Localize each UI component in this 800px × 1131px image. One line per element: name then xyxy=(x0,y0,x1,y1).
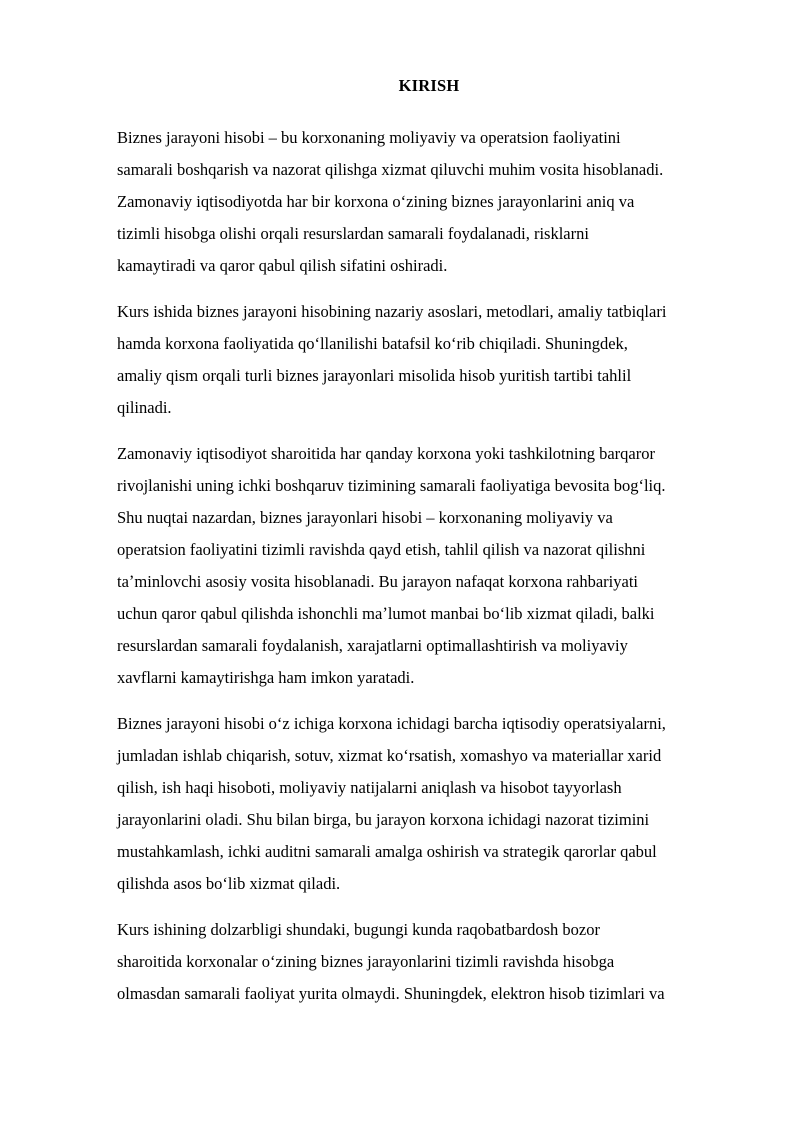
paragraph-2 xyxy=(117,296,747,424)
text-line: Kurs ishida biznes jarayoni hisobining nazariy asoslari, metodlari, amaliy tatbiqlari xyxy=(117,302,667,321)
text-line: hamda korxona faoliyatida qoʻllanilishi batafsil koʻrib chiqiladi. Shuningdek, xyxy=(117,334,628,353)
text-line: resurslardan samarali foydalanish, xarajatlarni optimallashtirish va moliyaviy xyxy=(117,636,628,655)
paragraph-5 xyxy=(117,914,747,1010)
text-line: olmasdan samarali faoliyat yurita olmaydi. Shuningdek, elektron hisob tizimlari va xyxy=(117,984,665,1003)
text-line: jarayonlarini oladi. Shu bilan birga, bu jarayon korxona ichidagi nazorat tizimini xyxy=(117,810,650,829)
text-line: uchun qaror qabul qilishda ishonchli maʼlumot manbai boʻlib xizmat qiladi, balki xyxy=(117,604,655,623)
text-line: jumladan ishlab chiqarish, sotuv, xizmat koʻrsatish, xomashyo va materiallar xarid xyxy=(117,746,662,765)
text-line: qilishda asos boʻlib xizmat qiladi. xyxy=(117,874,341,893)
paragraph-1 xyxy=(117,122,747,282)
page-title: KIRISH xyxy=(398,76,460,95)
text-line: Zamonaviy iqtisodiyot sharoitida har qanday korxona yoki tashkilotning barqaror xyxy=(117,444,655,463)
text-line: amaliy qism orqali turli biznes jarayonlari misolida hisob yuritish tartibi tahlil xyxy=(117,366,632,385)
text-line: operatsion faoliyatini tizimli ravishda qayd etish, tahlil qilish va nazorat qilishni xyxy=(117,540,646,559)
text-line: mustahkamlash, ichki auditni samarali amalga oshirish va strategik qarorlar qabul xyxy=(117,842,657,861)
text-line: qilinadi. xyxy=(117,398,172,417)
paragraph-3 xyxy=(117,438,747,694)
text-line: Biznes jarayoni hisobi – bu korxonaning moliyaviy va operatsion faoliyatini xyxy=(117,128,621,147)
text-line: Biznes jarayoni hisobi oʻz ichiga korxona ichidagi barcha iqtisodiy operatsiyalarni, xyxy=(117,714,666,733)
text-line: Kurs ishining dolzarbligi shundaki, bugungi kunda raqobatbardosh bozor xyxy=(117,920,601,939)
text-line: xavflarni kamaytirishga ham imkon yaratadi. xyxy=(117,668,415,687)
text-line: taʼminlovchi asosiy vosita hisoblanadi. Bu jarayon nafaqat korxona rahbariyati xyxy=(117,572,638,591)
text-line: tizimli hisobga olishi orqali resurslardan samarali foydalanadi, risklarni xyxy=(117,224,589,243)
document-body xyxy=(117,122,747,1024)
text-line: qilish, ish haqi hisoboti, moliyaviy natijalarni aniqlash va hisobot tayyorlash xyxy=(117,778,622,797)
text-line: rivojlanishi uning ichki boshqaruv tizimining samarali faoliyatiga bevosita bogʻliq. xyxy=(117,476,666,495)
paragraph-4 xyxy=(117,708,747,900)
text-line: kamaytiradi va qaror qabul qilish sifatini oshiradi. xyxy=(117,256,448,275)
text-line: Zamonaviy iqtisodiyotda har bir korxona oʻzining biznes jarayonlarini aniq va xyxy=(117,192,635,211)
text-line: Shu nuqtai nazardan, biznes jarayonlari hisobi – korxonaning moliyaviy va xyxy=(117,508,613,527)
text-line: samarali boshqarish va nazorat qilishga xizmat qiluvchi muhim vosita hisoblanadi. xyxy=(117,160,664,179)
text-line: sharoitida korxonalar oʻzining biznes jarayonlarini tizimli ravishda hisobga xyxy=(117,952,615,971)
